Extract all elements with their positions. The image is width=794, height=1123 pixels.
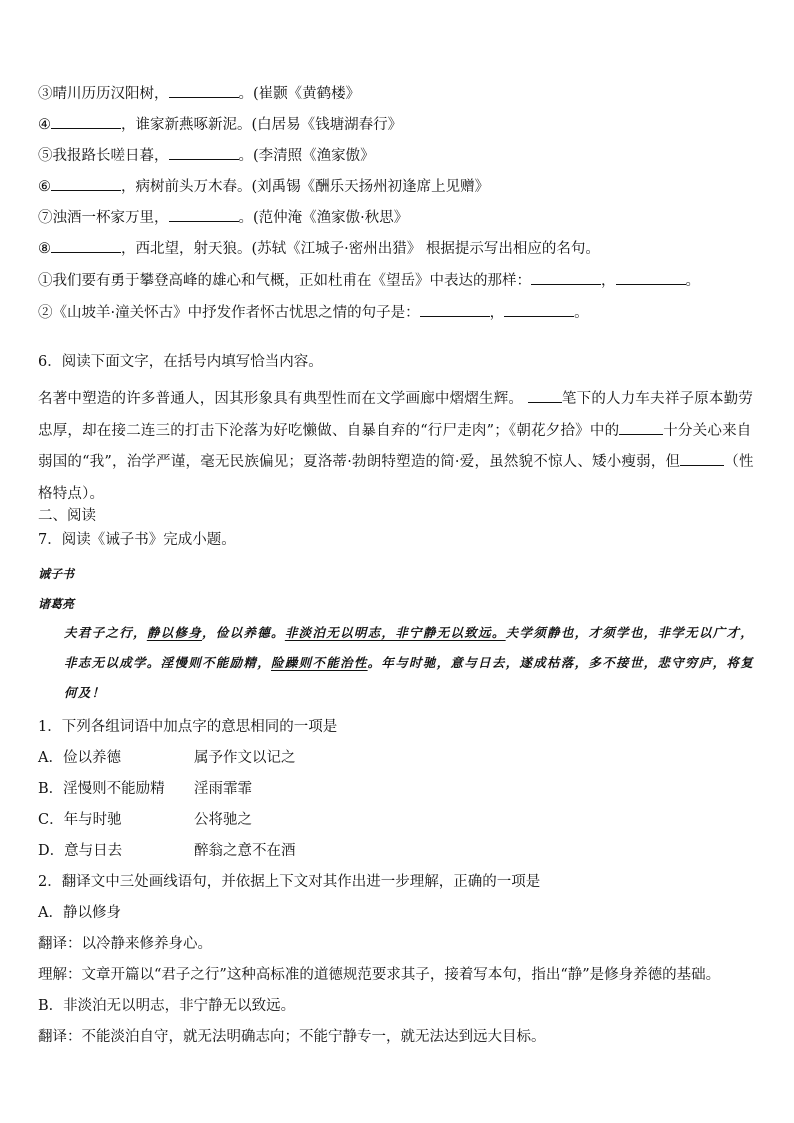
answer-blank[interactable] [51,176,121,191]
answer-blank[interactable] [169,145,239,160]
fill-item-4 [38,114,756,135]
option-text: C．年与时驰 [38,812,122,828]
prompt-text: ①我们要有勇于攀登高峰的雄心和气概，正如杜甫在《望岳》中表达的那样： [38,273,531,289]
section-heading: 二、阅读 [38,508,96,524]
classical-passage [38,618,758,708]
fill-source: ，西北望，射天狼。(苏轼《江城子·密州出猎》 根据提示写出相应的名句。 [121,241,600,257]
prompt-item-1 [38,270,756,291]
option-d[interactable] [38,841,756,861]
option-text: B．淫慢则不能励精 [38,781,165,797]
answer-blank[interactable] [420,302,490,317]
fill-item-6 [38,176,756,197]
fill-text: ③晴川历历汉阳树， [38,86,169,102]
option-compare: 公将驰之 [194,812,252,828]
answer-blank[interactable] [169,207,239,222]
answer-blank[interactable] [619,420,663,435]
passage-text: （性格特点）。 [38,454,754,502]
option-a[interactable] [38,748,756,768]
fill-text: ⑥ [38,179,51,195]
passage-segment: ，俭以养德。 [202,625,285,640]
question-6-passage [38,384,756,510]
underlined-sentence: 非淡泊无以明志，非宁静无以致远。 [284,625,506,640]
answer-blank[interactable] [680,451,724,466]
comma: ， [601,273,616,289]
sub-question-2: 2．翻译文中三处画线语句，并依据上下文对其作出进一步理解，正确的一项是 [38,874,541,890]
answer-blank[interactable] [528,388,562,403]
answer-blank[interactable] [531,270,601,285]
fill-item-7 [38,207,756,228]
underlined-sentence: 险躁则不能治性 [271,655,368,670]
option-b[interactable] [38,779,756,799]
fill-item-8 [38,238,756,259]
option-b-translation: 翻译：不能淡泊自守，就无法明确志向；不能宁静专一，就无法达到远大目标。 [38,1029,546,1045]
fill-item-3 [38,83,756,104]
fill-source: 。(范仲淹《渔家傲·秋思》 [238,210,409,226]
passage-text: 十分关心来自弱国的“我”，治学严谨，毫无民族偏见；夏洛蒂·勃朗特塑造的简·爱，虽然貌不惊人、矮小瘦弱，但 [38,422,752,470]
fill-source: ，谁家新燕啄新泥。(白居易《钱塘湖春行》 [121,117,403,133]
passage-text: 笔下的人力车夫祥子原本勤劳忠厚，却在接二连三的打击下沦落为好吃懒做、自暴自弃的“行尸走肉”；《朝花夕拾》中的 [38,391,754,439]
period: 。 [574,305,589,321]
option-c[interactable] [38,810,756,830]
fill-text: ⑤我报路长嗟日暮， [38,148,169,164]
text-title: 诫子书 [38,567,75,581]
fill-text: ⑦浊酒一杯家万里， [38,210,169,226]
answer-blank[interactable] [616,270,686,285]
answer-blank[interactable] [51,114,121,129]
comma: ， [489,305,505,321]
sub-question-1: 1．下列各组词语中加点字的意思相同的一项是 [38,719,338,735]
prompt-item-2 [38,302,756,323]
text-author: 诸葛亮 [38,597,75,611]
option-text: D．意与日去 [38,843,123,859]
prompt-text: ②《山坡羊·潼关怀古》中抒发作者怀古忧思之情的句子是： [38,305,420,321]
fill-source: ，病树前头万木春。(刘禹锡《酬乐天扬州初逢席上见赠》 [121,179,490,195]
question-7-prompt: 7．阅读《诫子书》完成小题。 [38,532,236,548]
option-compare: 淫雨霏霏 [194,781,252,797]
passage-segment: 夫君子之行， [64,625,147,640]
period: 。 [685,273,700,289]
passage-text: 名著中塑造的许多普通人，因其形象具有典型性而在文学画廊中熠熠生辉。 [38,391,524,407]
option-a-understanding: 理解：文章开篇以“君子之行”这种高标准的道德规范要求其子，接着写本句，指出“静”是修身养德的基础。 [38,967,721,983]
question-6-prompt: 6．阅读下面文字，在括号内填写恰当内容。 [38,354,323,370]
fill-item-5 [38,145,756,166]
fill-source: 。(李清照《渔家傲》 [238,148,375,164]
answer-blank[interactable] [169,83,239,98]
option-a-label[interactable]: A．静以修身 [38,905,121,921]
answer-blank[interactable] [504,302,574,317]
passage-segment: 非志无以成学。淫慢则不能励精， [64,655,272,670]
option-text: A．俭以养德 [38,750,121,766]
option-a-translation: 翻译：以冷静来修养身心。 [38,936,212,952]
option-compare: 醉翁之意不在酒 [194,843,296,859]
fill-source: 。(崔颢《黄鹤楼》 [238,86,361,102]
passage-line [38,618,758,708]
option-b-label[interactable]: B．非淡泊无以明志，非宁静无以致远。 [38,998,296,1014]
fill-text: ④ [38,117,51,133]
passage-segment: 。年与时驰，意与日去，遂成枯落，多不接世，悲守穷庐，将复何及！ [64,655,755,700]
option-compare: 属予作文以记之 [194,750,296,766]
passage-segment: 夫学须静也，才须学也，非学无以广才， [505,625,755,640]
fill-text: ⑧ [38,241,51,257]
answer-blank[interactable] [51,238,121,253]
underlined-sentence: 静以修身 [146,625,203,640]
